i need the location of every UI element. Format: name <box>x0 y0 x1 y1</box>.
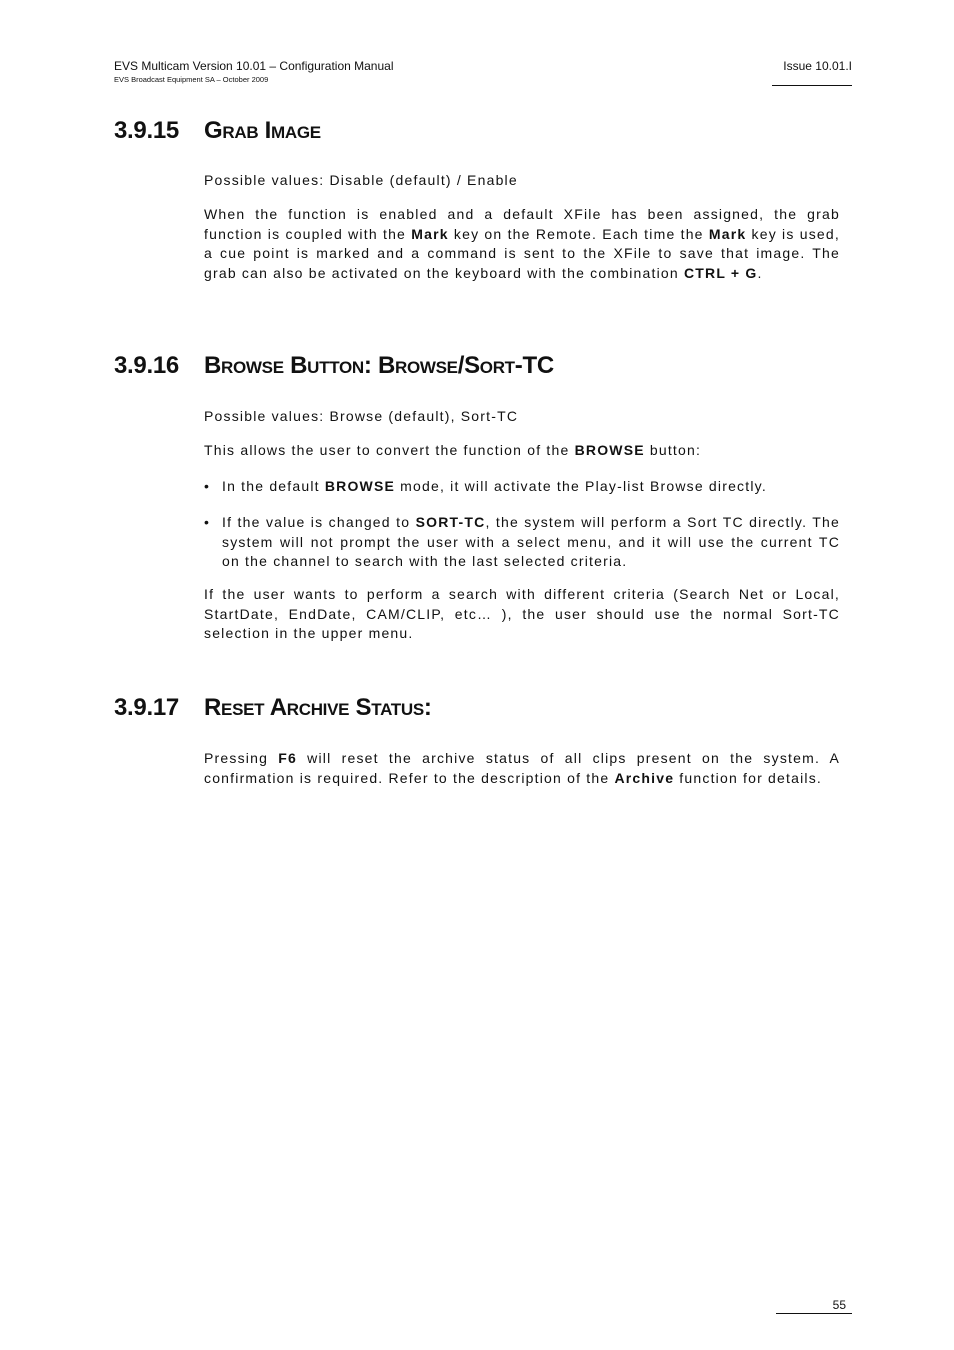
text-run: will reset the archive status of all clips present on the system. A confirmation is required. Refer to the description of the <box>204 750 840 786</box>
bold-run: Mark <box>708 225 747 242</box>
bold-run: CTRL + G <box>683 264 758 281</box>
text-run: key is used, a cue point is marked and a command is sent to the XFile to save that image. The grab can also be activated on the keyboard with the combination <box>204 225 840 281</box>
text-run: If the value is changed to <box>222 514 416 530</box>
section-number: 3.9.16 <box>114 352 179 379</box>
text-run: mode, it will activate the Play-list Browse directly. <box>395 478 767 494</box>
section-title: Grab Image <box>204 117 321 144</box>
possible-values: Possible values: Browse (default), Sort-TC <box>204 408 519 424</box>
publisher-line: EVS Broadcast Equipment SA – October 2009 <box>114 75 269 84</box>
section-heading-grab-image <box>114 116 321 146</box>
section-paragraph <box>204 749 840 788</box>
text-run: function for details. <box>674 769 823 786</box>
text-run: Pressing <box>204 750 279 766</box>
section-title: Reset Archive Status: <box>204 694 432 721</box>
header-rule <box>772 85 852 86</box>
section-number: 3.9.15 <box>114 117 179 144</box>
bold-run: Mark <box>411 225 449 242</box>
bold-run: BROWSE <box>324 478 396 494</box>
text-run: , the system will perform a Sort TC directly. The system will not prompt the user with a select menu, and it will use the current TC on the channel to search with the last selected criteria. <box>222 514 840 569</box>
list-item-text <box>222 477 840 497</box>
text-run: key on the Remote. Each time the <box>448 225 709 242</box>
text-run: button: <box>644 442 702 458</box>
bold-run: F6 <box>278 750 297 766</box>
bold-run: SORT-TC <box>415 514 486 530</box>
bullet-icon: • <box>204 514 211 530</box>
text-run: . <box>757 264 763 281</box>
running-header <box>114 58 394 85</box>
bold-run: Archive <box>614 769 675 786</box>
text-run: In the default <box>222 478 325 494</box>
section-paragraph <box>204 441 840 461</box>
section-paragraph: If the user wants to perform a search with different criteria (Search Net or Local, StartDate, EndDate, CAM/CLIP, etc… ), the user should use the normal Sort-TC selection in the upper menu. <box>204 586 840 641</box>
manual-title: EVS Multicam Version 10.01 – Configuration Manual <box>114 59 394 73</box>
possible-values: Possible values: Disable (default) / Enable <box>204 172 518 188</box>
issue-label: Issue 10.01.I <box>783 59 852 73</box>
bold-run: BROWSE <box>574 442 645 458</box>
footer-rule <box>776 1313 852 1314</box>
bullet-icon: • <box>204 478 211 494</box>
text-run: This allows the user to convert the function of the <box>204 442 575 458</box>
section-title: Browse Button: Browse/Sort-TC <box>204 352 554 379</box>
page-number: 55 <box>832 1298 846 1312</box>
list-item <box>204 513 840 572</box>
text-run: When the function is enabled and a default XFile has been assigned, the grab function is coupled with the <box>204 206 840 242</box>
section-number: 3.9.17 <box>114 694 179 721</box>
section-paragraph <box>204 205 840 283</box>
section-heading-reset-archive-status <box>114 693 432 723</box>
section-heading-browse-button <box>114 351 554 381</box>
list-item-text <box>222 513 840 572</box>
list-item <box>204 477 840 497</box>
